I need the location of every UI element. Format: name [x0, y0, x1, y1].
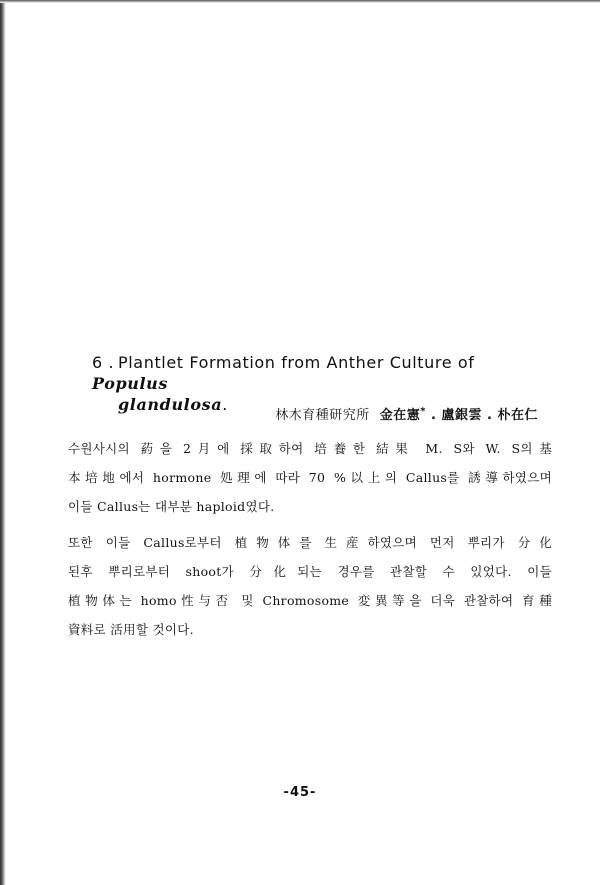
author-line — [275, 404, 538, 423]
author-first: 金在憲 — [379, 408, 421, 423]
paragraph-line: 植物体는 homo性与否 및 Chromosome 変異等을 더욱 관찰하여 育種 — [68, 593, 552, 608]
paragraph-1 — [68, 434, 552, 521]
paragraph-line: 資料로 活用할 것이다. — [68, 622, 194, 637]
section-number: 6 . — [92, 353, 115, 372]
paragraph-line: 된후 뿌리로부터 shoot가 分化되는 경우를 관찰할 수 있었다. 이들 — [68, 564, 552, 579]
author-star: * — [420, 406, 427, 417]
author-rest: . 盧銀雲 . 朴在仁 — [426, 408, 538, 423]
paragraph-line: 또한 이들 Callus로부터 植物体를 生産하였으며 먼저 뿌리가 分化 — [68, 535, 552, 550]
section-title-genus: Populus — [92, 374, 169, 393]
section-title-end: . — [222, 395, 228, 414]
page-number: -45- — [283, 785, 317, 800]
scan-edge — [0, 0, 6, 885]
section-title-species: glandulosa — [118, 395, 223, 414]
paragraph-2 — [68, 528, 552, 644]
institute-name: 林木育種研究所 — [275, 408, 370, 423]
paragraph-line: 수원사시의 葯을 2月에 採取하여 培養한 結果 M. S와 W. S의基 — [68, 441, 552, 456]
scan-edge-top — [0, 0, 600, 3]
section-title-text: Plantlet Formation from Anther Culture of — [118, 353, 475, 372]
paragraph-line: 이들 Callus는 대부분 haploid였다. — [68, 499, 275, 514]
paragraph-line: 本培地에서 hormone 処理에 따라 70 %以上의 Callus를 誘導하였으며 — [68, 470, 552, 485]
author-names — [380, 408, 538, 423]
